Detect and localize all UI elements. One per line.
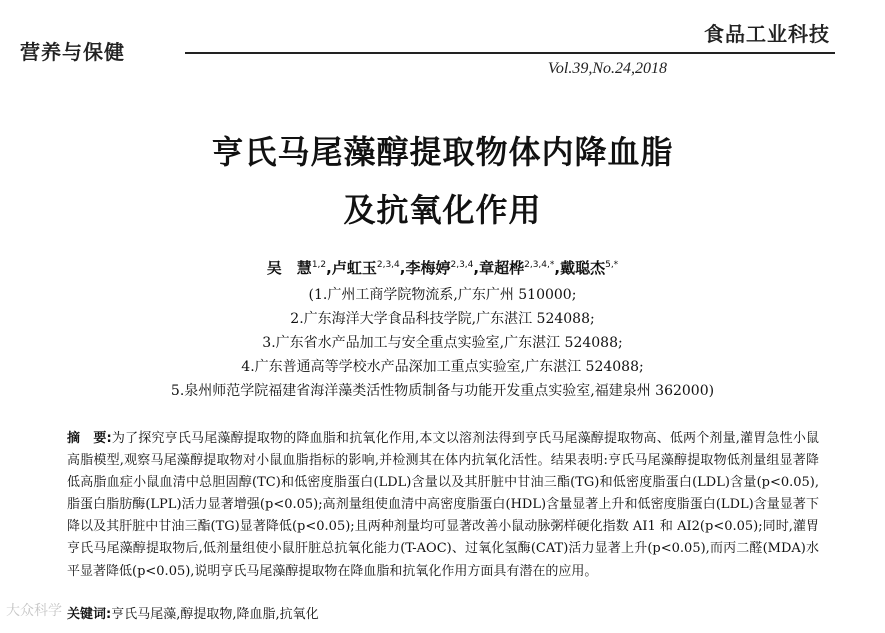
author-name: 戴聪杰 [560, 259, 606, 277]
title-line-1: 亨氏马尾藻醇提取物体内降血脂 [211, 133, 674, 171]
author-name: 李梅婷 [405, 259, 451, 277]
author-affiliation-mark: 2,3,4,* [524, 260, 555, 270]
author-name: 章超桦 [479, 259, 525, 277]
author-name: 卢虹玉 [331, 259, 377, 277]
affiliation-3: 3.广东省水产品加工与安全重点实验室,广东湛江 524088; [262, 335, 623, 351]
keywords-text: 亨氏马尾藻,醇提取物,降血脂,抗氧化 [111, 607, 319, 622]
author-affiliation-mark: 5,* [605, 260, 619, 270]
watermark: 大众科学 [6, 603, 62, 619]
title-line-2: 及抗氧化作用 [343, 191, 542, 229]
volume-info: Vol.39,No.24,2018 [547, 60, 667, 77]
section-label: 营养与保健 [20, 40, 125, 64]
author-affiliation-mark: 1,2 [311, 260, 327, 270]
abstract [67, 428, 819, 583]
affiliation-2: 2.广东海洋大学食品科技学院,广东湛江 524088; [290, 311, 595, 327]
abstract-label: 摘 要: [67, 431, 112, 446]
keywords-label: 关键词: [67, 607, 112, 622]
affiliation-1: (1.广州工商学院物流系,广东广州 510000; [308, 287, 577, 303]
abstract-text: 为了探究亨氏马尾藻醇提取物的降血脂和抗氧化作用,本文以溶剂法得到亨氏马尾藻醇提取物高、低两个剂量,灌胃急性小鼠高脂模型,观察马尾藻醇提取物对小鼠血脂指标的影响,并检测其在体内抗氧化活性。结果表明:亨氏马尾藻醇提取物低剂量组显著降低高脂血症小鼠血清中总胆固醇(TC)和低密度脂蛋白(LDL)含量以及其肝脏中甘油三酯(TG)和低密度脂蛋白(LDL)含量(p<0.05),脂蛋白脂肪酶(LPL)活力显著增强(p<0.05);高剂量组使血清中高密度脂蛋白(HDL)含量显著上升和低密度脂蛋白(LDL)含量显著下降以及其肝脏中甘油三酯(TG)显著降低(p<0.05);且两种剂量均可显著改善小鼠动脉粥样硬化指数 AI1 和 AI2(p<0.05);同时,灌胃亨氏马尾藻醇提取物后,低剂量组使小鼠肝脏总抗氧化能力(T-AOC)、过氧化氢酶(CAT)活力显著上升(p<0.05),而丙二醛(MDA)水平显著降低(p<0.05),说明亨氏马尾藻醇提取物在降血脂和抗氧化作用方面具有潜在的应用。 [67, 431, 820, 579]
affiliation-5: 5.泉州师范学院福建省海洋藻类活性物质制备与功能开发重点实验室,福建泉州 362000) [170, 383, 715, 399]
keywords [67, 603, 319, 622]
author-affiliation-mark: 2,3,4 [376, 260, 400, 270]
author-affiliation-mark: 2,3,4 [450, 260, 474, 270]
header-rule [185, 52, 835, 54]
journal-logo: 食品工业科技 [704, 22, 830, 46]
author-list: 吴 慧$^{1,2}$,卢虹玉$^{2,3,4}$,李梅婷$^{2,3,4}$,章超桦$^{2,3,4,*}$,戴聪杰$^{5,*}$ [266, 259, 619, 277]
author-name: 吴 慧 [266, 259, 312, 277]
affiliation-4: 4.广东普通高等学校水产品深加工重点实验室,广东湛江 524088; [241, 359, 644, 375]
